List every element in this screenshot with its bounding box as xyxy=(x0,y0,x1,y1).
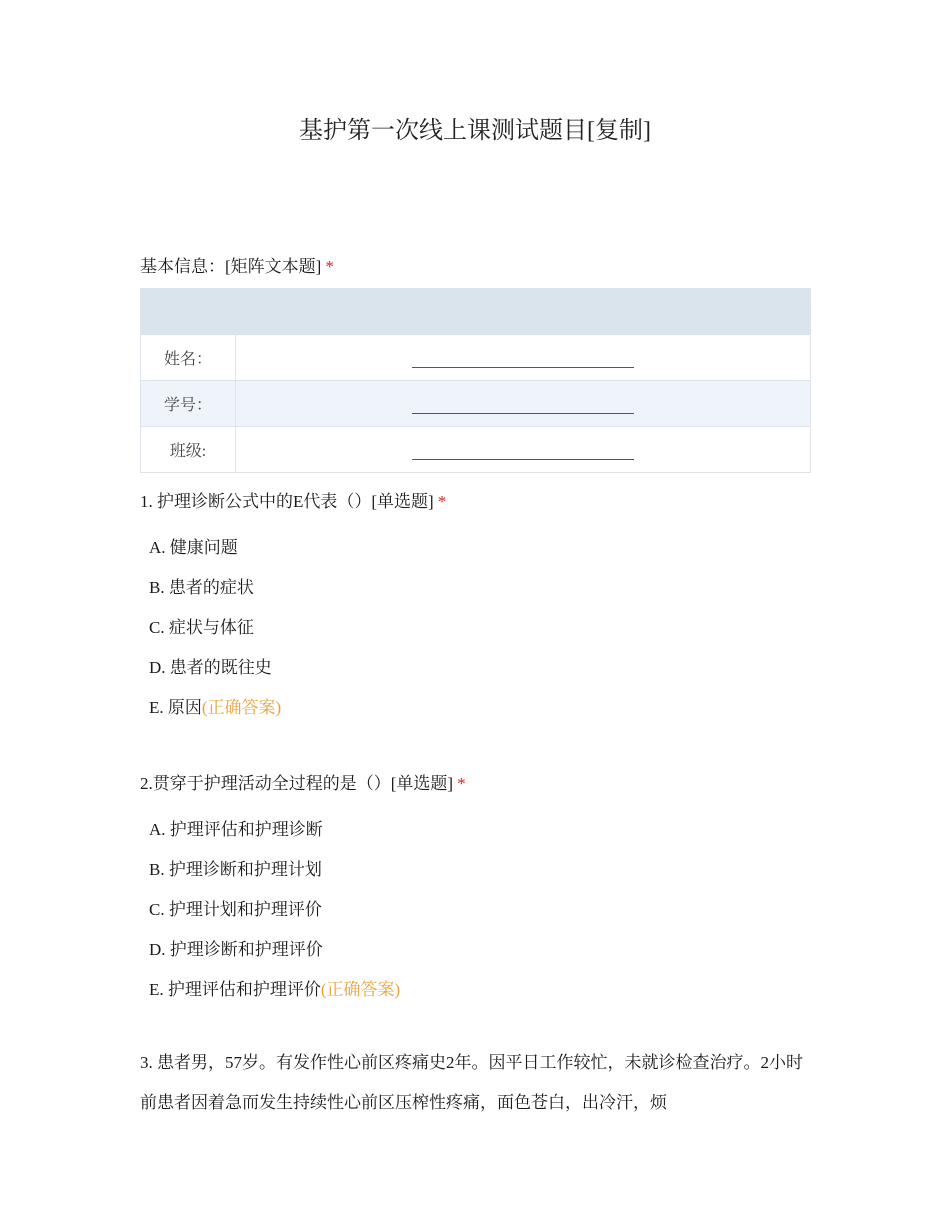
matrix-header-row xyxy=(141,289,811,335)
question-2-option-a[interactable]: A. 护理评估和护理诊断 xyxy=(149,820,323,839)
option-label: E. 原因 xyxy=(149,698,202,717)
matrix-heading-text: 基本信息：[矩阵文本题] xyxy=(140,257,322,276)
question-2-heading xyxy=(140,769,466,794)
question-2-option-d[interactable]: D. 护理诊断和护理评价 xyxy=(149,940,323,959)
question-1-option-d[interactable]: D. 患者的既往史 xyxy=(149,658,272,677)
matrix-row xyxy=(141,427,811,473)
option-label: E. 护理评估和护理评价 xyxy=(149,980,321,999)
matrix-header-cell xyxy=(141,289,236,335)
required-mark: * xyxy=(325,257,334,276)
question-1-option-c[interactable]: C. 症状与体征 xyxy=(149,618,254,637)
matrix-row-label: 姓名： xyxy=(141,335,236,381)
matrix-question-heading xyxy=(140,252,334,277)
question-text: 1. 护理诊断公式中的E代表（）[单选题] xyxy=(140,492,434,511)
correct-answer-note: (正确答案) xyxy=(201,698,282,717)
question-2-option-c[interactable]: C. 护理计划和护理评价 xyxy=(149,900,322,919)
student-id-answer-field[interactable] xyxy=(236,381,811,427)
question-1-heading xyxy=(140,487,446,512)
name-answer-field[interactable] xyxy=(236,335,811,381)
answer-underline xyxy=(412,441,634,460)
answer-underline xyxy=(412,395,634,414)
matrix-row xyxy=(141,381,811,427)
class-answer-field[interactable] xyxy=(236,427,811,473)
question-1-option-a[interactable]: A. 健康问题 xyxy=(149,538,238,557)
question-text: 2.贯穿于护理活动全过程的是（）[单选题] xyxy=(140,774,454,793)
info-matrix-table xyxy=(140,288,811,473)
question-2-option-e[interactable] xyxy=(149,975,400,1000)
question-2-option-b[interactable]: B. 护理诊断和护理计划 xyxy=(149,860,322,879)
answer-underline xyxy=(412,349,634,368)
page-title: 基护第一次线上课测试题目[复制] xyxy=(299,118,651,144)
matrix-row-label: 班级: xyxy=(141,427,236,473)
correct-answer-note: (正确答案) xyxy=(320,980,401,999)
required-mark: * xyxy=(457,774,466,793)
matrix-header-cell xyxy=(236,289,811,335)
question-1-option-e[interactable] xyxy=(149,693,281,718)
required-mark: * xyxy=(437,492,447,511)
matrix-row xyxy=(141,335,811,381)
matrix-row-label: 学号： xyxy=(141,381,236,427)
question-1-option-b[interactable]: B. 患者的症状 xyxy=(149,578,254,597)
question-3-text: 3. 患者男，57岁。有发作性心前区疼痛史2年。因平日工作较忙，未就诊检查治疗。2小时前患者因着急而发生持续性心前区压榨性疼痛，面色苍白，出冷汗，烦 xyxy=(140,1053,803,1112)
